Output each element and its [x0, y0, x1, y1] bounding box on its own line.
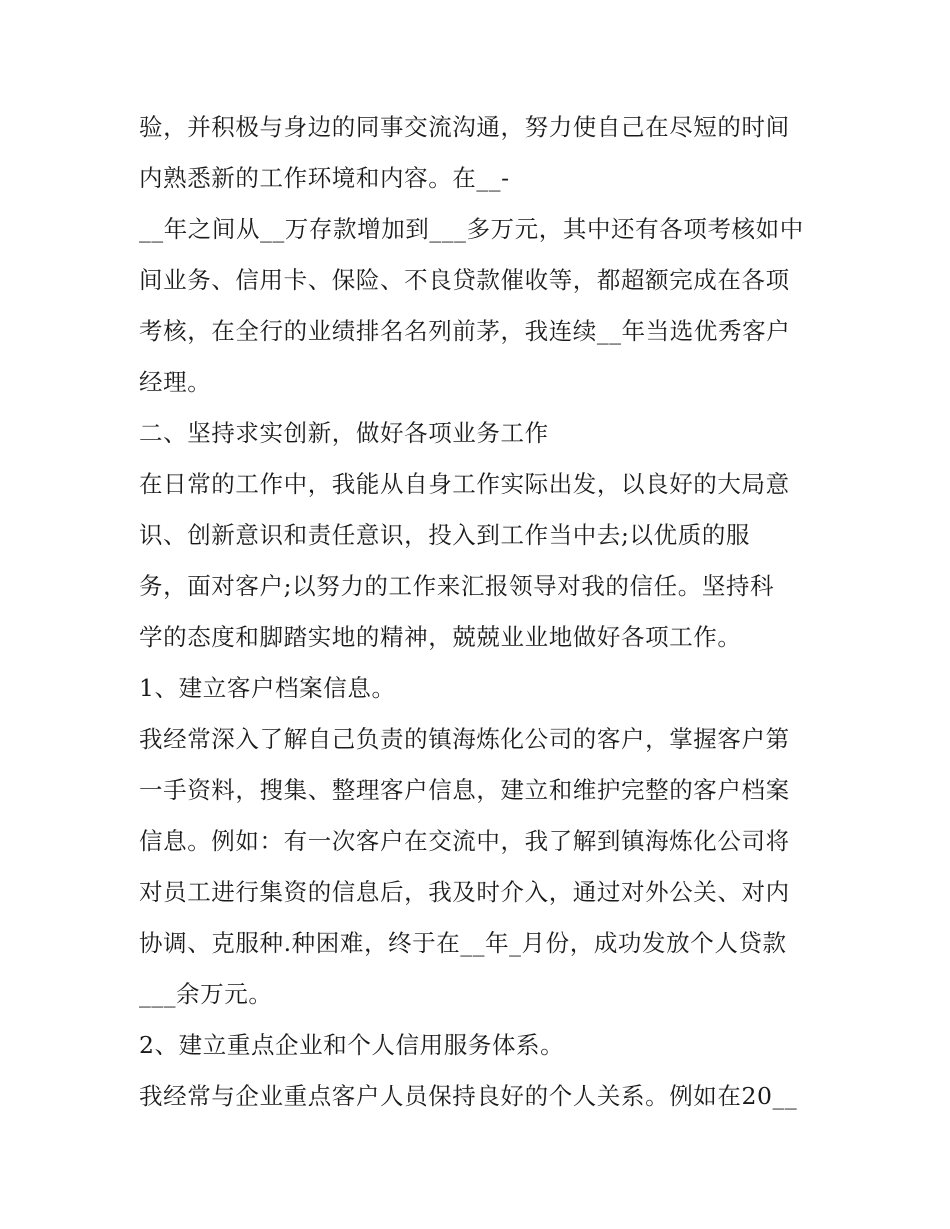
text-line-4: 间业务、信用卡、保险、不良贷款催收等，都超额完成在各项 — [139, 266, 790, 294]
text-line-11: 学的态度和脚踏实地的精神，兢兢业业地做好各项工作。 — [139, 623, 742, 651]
text-line-9: 识、创新意识和责任意识，投入到工作当中去;以优质的服 — [139, 521, 751, 549]
text-line-6: 经理。 — [139, 368, 212, 396]
text-line-18: ___余万元。 — [139, 980, 273, 1008]
subheading-2: 2、建立重点企业和个人信用服务体系。 — [139, 1031, 565, 1059]
text-line-1: 验，并积极与身边的同事交流沟通，努力使自己在尽短的时间 — [139, 113, 790, 141]
text-line-14: 一手资料，搜集、整理客户信息，建立和维护完整的客户档案 — [139, 776, 790, 804]
text-line-8: 在日常的工作中，我能从自身工作实际出发，以良好的大局意 — [139, 470, 790, 498]
text-line-16: 对员工进行集资的信息后，我及时介入，通过对外公关、对内 — [139, 878, 790, 906]
text-line-20: 我经常与企业重点客户人员保持良好的个人关系。例如在20__ — [139, 1082, 798, 1110]
text-line-17: 协调、克服种.种困难，终于在__年_月份，成功发放个人贷款 — [139, 929, 787, 957]
text-line-3: __年之间从__万存款增加到___多万元，其中还有各项考核如中 — [139, 215, 804, 243]
text-line-10: 务，面对客户;以努力的工作来汇报领导对我的信任。坚持科 — [139, 572, 775, 600]
text-line-15: 信息。例如：有一次客户在交流中，我了解到镇海炼化公司将 — [139, 827, 790, 855]
text-line-2: 内熟悉新的工作环境和内容。在__- — [139, 164, 510, 192]
text-line-5: 考核，在全行的业绩排名名列前茅，我连续__年当选优秀客户 — [139, 317, 791, 345]
body-text — [139, 102, 819, 1122]
section-heading-2: 二、坚持求实创新，做好各项业务工作 — [139, 419, 549, 447]
text-line-13: 我经常深入了解自己负责的镇海炼化公司的客户，掌握客户第 — [139, 725, 790, 753]
subheading-1: 1、建立客户档案信息。 — [139, 674, 396, 702]
